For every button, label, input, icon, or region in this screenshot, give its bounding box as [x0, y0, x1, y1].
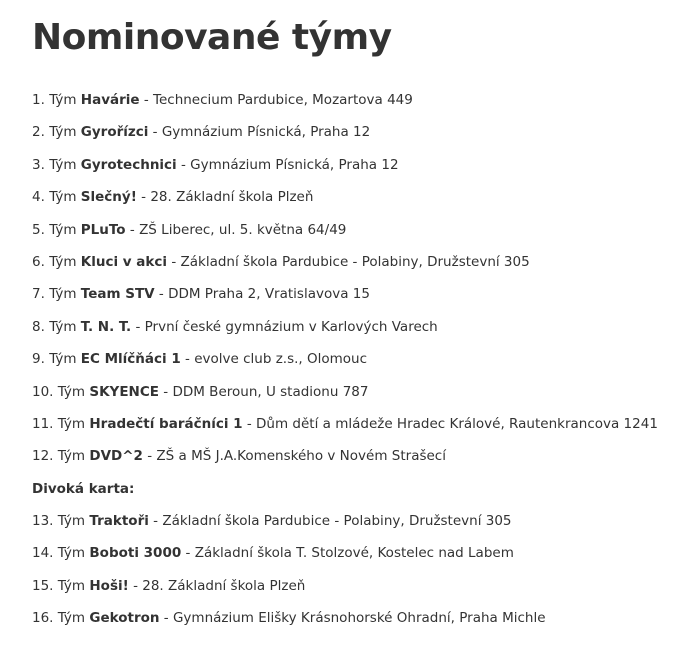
team-name: Kluci v akci [80, 253, 168, 270]
team-row: 10. Tým SKYENCE - DDM Beroun, U stadionu 787 [32, 383, 369, 400]
team-name: SKYENCE [89, 383, 159, 400]
team-name: Gyrořízci [80, 124, 149, 141]
team-info: evolve club z.s., Olomouc [194, 351, 368, 368]
team-row: 14. Tým Boboti 3000 - Základní škola T. Stolzové, Kostelec nad Labem [32, 545, 514, 562]
team-row: 12. Tým DVD^2 - ZŠ a MŠ J.A.Komenského v Novém Strašecí [32, 448, 446, 465]
team-row: 8. Tým T. N. T. - První české gymnázium v Karlových Varech [32, 318, 438, 335]
team-name: Team STV [80, 286, 155, 303]
team-row: 9. Tým EC Mlíčňáci 1 - evolve club z.s., Olomouc [32, 351, 368, 368]
team-name: Hradečtí baráčníci 1 [89, 415, 243, 432]
wildcard-heading: Divoká karta: [32, 480, 135, 497]
team-info: DDM Praha 2, Vratislavova 15 [168, 286, 370, 303]
team-row: 4. Tým Slečný! - 28. Základní škola Plzeň [32, 189, 314, 206]
team-name: Gyrotechnici [80, 156, 177, 173]
team-name: EC Mlíčňáci 1 [80, 351, 181, 368]
team-name: Slečný! [80, 189, 137, 206]
team-info: ZŠ Liberec, ul. 5. května 64/49 [139, 221, 347, 238]
team-name: Hoši! [89, 577, 129, 594]
team-info: Gymnázium Elišky Krásnohorské Ohradní, Praha Michle [172, 610, 546, 627]
team-info: Základní škola Pardubice - Polabiny, Družstevní 305 [180, 253, 530, 270]
team-info: Gymnázium Písnická, Praha 12 [161, 124, 371, 141]
team-info: Technecium Pardubice, Mozartova 449 [153, 92, 413, 108]
team-info: Základní škola Pardubice - Polabiny, Družstevní 305 [162, 513, 512, 530]
team-info: DDM Beroun, U stadionu 787 [172, 383, 369, 400]
team-name: PLuTo [80, 221, 126, 238]
team-row: 3. Tým Gyrotechnici - Gymnázium Písnická, Praha 12 [32, 156, 399, 173]
team-row: 11. Tým Hradečtí baráčníci 1 - Dům dětí a mládeže Hradec Králové, Rautenkrancova 1241 [32, 415, 658, 432]
team-name: DVD^2 [89, 448, 143, 465]
team-info: 28. Základní škola Plzeň [142, 577, 306, 594]
team-row: 13. Tým Traktoři - Základní škola Pardubice - Polabiny, Družstevní 305 [32, 513, 512, 530]
team-name: T. N. T. [80, 318, 132, 335]
team-row: 15. Tým Hoši! - 28. Základní škola Plzeň [32, 577, 306, 594]
team-row: 5. Tým PLuTo - ZŠ Liberec, ul. 5. května 64/49 [32, 221, 347, 238]
team-row: 6. Tým Kluci v akci - Základní škola Pardubice - Polabiny, Družstevní 305 [32, 253, 530, 270]
team-info: Gymnázium Písnická, Praha 12 [190, 156, 399, 173]
team-name: Havárie [80, 92, 140, 108]
team-info: ZŠ a MŠ J.A.Komenského v Novém Strašecí [156, 448, 446, 465]
team-row: 1. Tým Havárie - Technecium Pardubice, Mozartova 449 [32, 92, 413, 108]
team-row: 7. Tým Team STV - DDM Praha 2, Vratislavova 15 [32, 286, 370, 303]
team-info: První české gymnázium v Karlových Varech [144, 318, 438, 335]
team-info: Základní škola T. Stolzové, Kostelec nad Labem [194, 545, 514, 562]
team-name: Gekotron [89, 610, 160, 627]
team-name: Boboti 3000 [89, 545, 182, 562]
team-name: Traktoři [89, 513, 149, 530]
team-info: 28. Základní škola Plzeň [150, 189, 314, 206]
team-list [32, 91, 694, 642]
team-row: 2. Tým Gyrořízci - Gymnázium Písnická, Praha 12 [32, 124, 371, 141]
team-info: Dům dětí a mládeže Hradec Králové, Rautenkrancova 1241 [256, 415, 658, 432]
team-row: 16. Tým Gekotron - Gymnázium Elišky Krásnohorské Ohradní, Praha Michle [32, 610, 546, 627]
page-title: Nominované týmy [32, 17, 392, 58]
